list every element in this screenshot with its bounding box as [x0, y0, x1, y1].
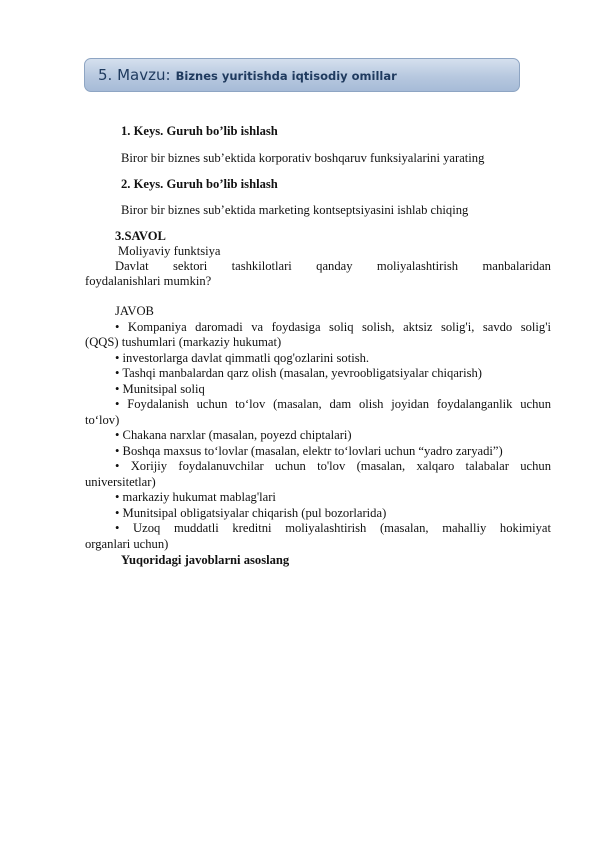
answer-line: • Kompaniya daromadi va foydasiga soliq solish, aktsiz solig'i, savdo solig'i	[115, 320, 551, 334]
case-1-heading: 1. Keys. Guruh bo’lib ishlash	[121, 124, 278, 138]
answer-line: organlari uchun)	[85, 537, 169, 551]
answer-line: • Munitsipal obligatsiyalar chiqarish (pul bozorlarida)	[115, 506, 387, 520]
question-text-line-1: Davlat sektori tashkilotlari qanday moliyalashtirish manbalaridan	[115, 259, 551, 273]
answer-line: • Tashqi manbalardan qarz olish (masalan, yevroobligatsiyalar chiqarish)	[115, 366, 482, 380]
topic-number: 5. Mavzu:	[98, 66, 171, 84]
answer-footer: Yuqoridagi javoblarni asoslang	[121, 553, 290, 567]
question-topic: Moliyaviy funktsiya	[118, 244, 221, 258]
answer-line: • markaziy hukumat mablag'lari	[115, 490, 276, 504]
answer-line: • investorlarga davlat qimmatli qog'ozlarini sotish.	[115, 351, 370, 365]
answer-line: • Foydalanish uchun to‘lov (masalan, dam olish joyidan foydalanganlik uchun	[115, 397, 551, 411]
topic-banner	[84, 58, 520, 92]
answer-line: • Boshqa maxsus to‘lovlar (masalan, elektr to‘lovlari uchun “yadro zaryadi”)	[115, 444, 503, 458]
answer-line: • Xorijiy foydalanuvchilar uchun to'lov (masalan, xalqaro talabalar uchun	[115, 459, 551, 473]
answer-heading: JAVOB	[115, 304, 154, 318]
case-2-task: Biror bir biznes sub’ektida marketing kontseptsiyasini ishlab chiqing	[121, 203, 469, 217]
answer-line: • Chakana narxlar (masalan, poyezd chiptalari)	[115, 428, 352, 442]
answer-line: universitetlar)	[85, 475, 156, 489]
case-2-heading: 2. Keys. Guruh bo’lib ishlash	[121, 177, 278, 191]
answer-line: (QQS) tushumlari (markaziy hukumat)	[85, 335, 282, 349]
case-1-task: Biror bir biznes sub’ektida korporativ boshqaruv funksiyalarini yarating	[121, 151, 485, 165]
topic-title: Biznes yuritishda iqtisodiy omillar	[175, 69, 397, 83]
answer-line: • Munitsipal soliq	[115, 382, 205, 396]
answer-line: to‘lov)	[85, 413, 120, 427]
question-heading: 3.SAVOL	[115, 229, 166, 243]
question-text-line-2: foydalanishlari mumkin?	[85, 274, 212, 288]
answer-line: • Uzoq muddatli kreditni moliyalashtirish (masalan, mahalliy hokimiyat	[115, 521, 551, 535]
